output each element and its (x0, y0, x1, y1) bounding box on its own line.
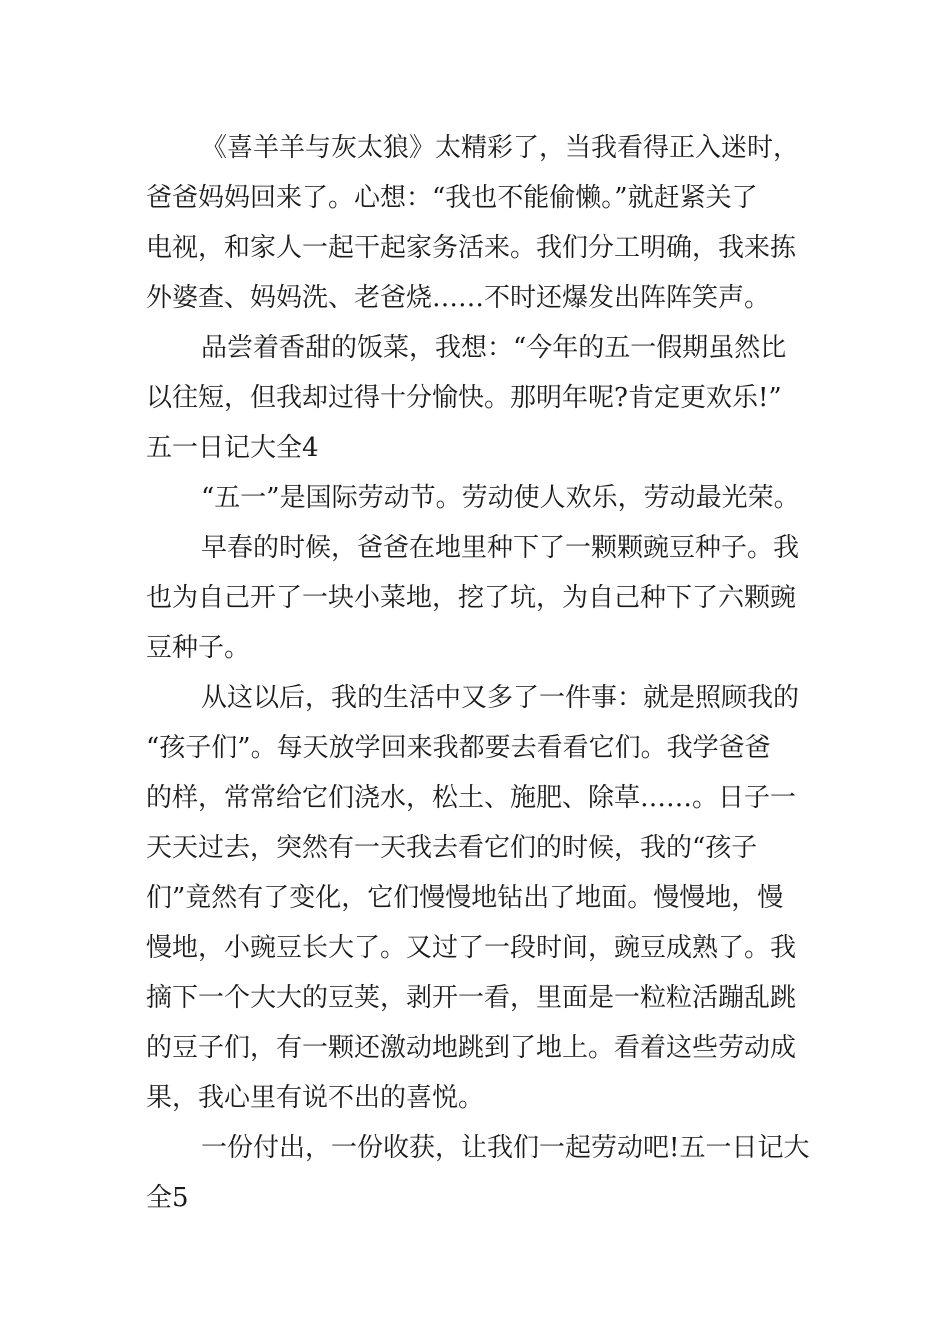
text-line: 从这以后，我的生活中又多了一件事：就是照顾我的 (201, 683, 800, 713)
text-line: 全5 (146, 1183, 189, 1213)
text-line: 也为自己开了一块小菜地，挖了坑，为自己种下了六颗豌 (146, 583, 797, 613)
text-line: 摘下一个大大的豆荚，剥开一看，里面是一粒粒活蹦乱跳 (146, 983, 797, 1013)
text-line: 的豆子们，有一颗还激动地跳到了地上。看着这些劳动成 (146, 1033, 797, 1063)
text-line: 慢地，小豌豆长大了。又过了一段时间，豌豆成熟了。我 (146, 933, 797, 963)
text-line: 豆种子。 (146, 633, 251, 663)
text-line: 的样，常常给它们浇水，松土、施肥、除草……。日子一 (146, 783, 797, 813)
text-line: 天天过去，突然有一天我去看它们的时候，我的“孩子 (146, 833, 758, 863)
text-line: “孩子们”。每天放学回来我都要去看看它们。我学爸爸 (146, 733, 771, 763)
text-line: “五一”是国际劳动节。劳动使人欢乐，劳动最光荣。 (201, 483, 800, 513)
text-line: 《喜羊羊与灰太狼》太精彩了，当我看得正入迷时， (201, 133, 800, 163)
text-line: 电视，和家人一起干起家务活来。我们分工明确，我来拣 (146, 233, 797, 263)
text-line: 以往短，但我却过得十分愉快。那明年呢?肯定更欢乐!” (146, 383, 782, 413)
document-body (146, 123, 811, 1223)
text-line: 外婆查、妈妈洗、老爸烧……不时还爆发出阵阵笑声。 (146, 283, 771, 313)
text-line: 品尝着香甜的饭菜，我想：“今年的五一假期虽然比 (201, 333, 787, 363)
text-line: 一份付出，一份收获，让我们一起劳动吧!五一日记大 (201, 1133, 810, 1163)
text-line: 早春的时候，爸爸在地里种下了一颗颗豌豆种子。我 (201, 533, 800, 563)
text-line: 们”竟然有了变化，它们慢慢地钻出了地面。慢慢地，慢 (146, 883, 784, 913)
section-heading: 五一日记大全4 (146, 433, 319, 463)
text-line: 爸爸妈妈回来了。心想：“我也不能偷懒。”就赶紧关了 (146, 183, 758, 213)
text-line: 果，我心里有说不出的喜悦。 (146, 1083, 485, 1113)
